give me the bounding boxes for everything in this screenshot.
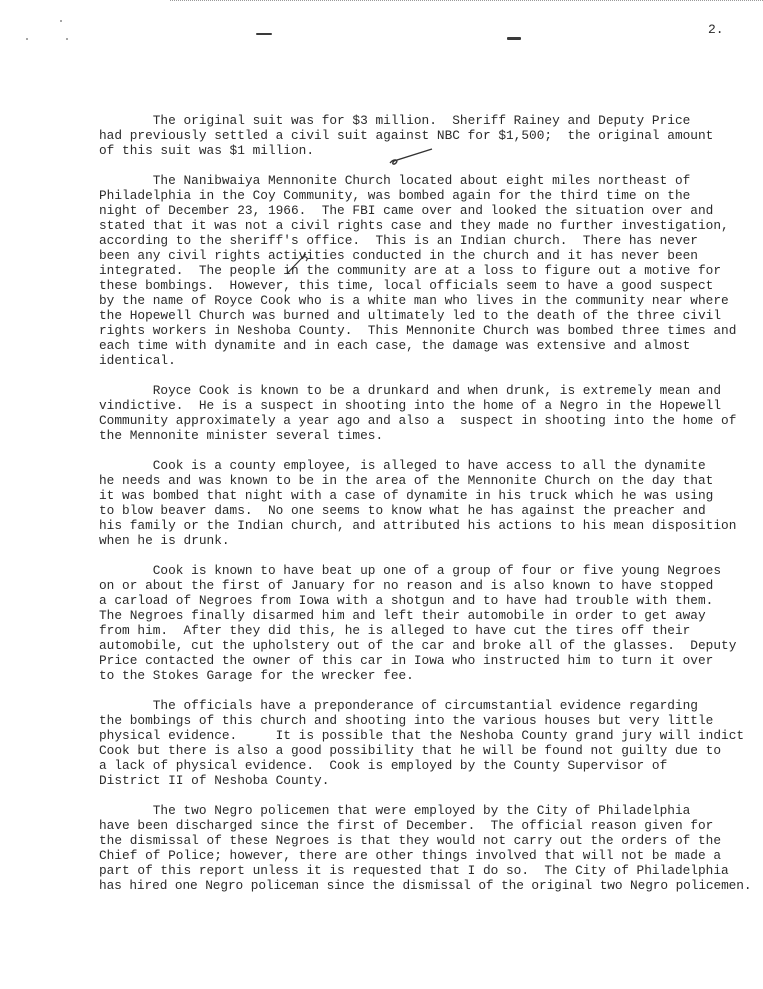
document-body [99, 113, 751, 893]
text-line: each time with dynamite and in each case, the damage was extensive and almost [99, 338, 691, 353]
text-line: Community approximately a year ago and also a suspect in shooting into the home of [99, 413, 737, 428]
text-line: The original suit was for $3 million. Sheriff Rainey and Deputy Price [99, 113, 691, 128]
text-line: Cook is known to have beat up one of a group of four or five young Negroes [99, 563, 722, 578]
text-line: physical evidence. It is possible that the Neshoba County grand jury will indict [99, 728, 745, 743]
text-line: rights workers in Neshoba County. This Mennonite Church was bombed three times and [99, 323, 737, 338]
text-line: vindictive. He is a suspect in shooting into the home of a Negro in the Hopewell [99, 398, 722, 413]
text-line: it was bombed that night with a case of dynamite in his truck which he was using [99, 488, 714, 503]
paragraph [99, 383, 751, 443]
text-line: Cook is a county employee, is alleged to have access to all the dynamite [99, 458, 706, 473]
text-line: by the name of Royce Cook who is a white man who lives in the community near where [99, 293, 729, 308]
paragraph [99, 698, 751, 788]
text-line: stated that it was not a civil rights case and they made no further investigation, [99, 218, 729, 233]
text-line: of this suit was $1 million. [99, 143, 315, 158]
scan-mark [256, 33, 272, 35]
text-line: The Nanibwaiya Mennonite Church located about eight miles northeast of [99, 173, 691, 188]
text-line: on or about the first of January for no reason and is also known to have stopped [99, 578, 714, 593]
scan-speck [26, 38, 28, 40]
paragraph [99, 458, 751, 548]
text-line: night of December 23, 1966. The FBI came over and looked the situation over and [99, 203, 714, 218]
text-line: has hired one Negro policeman since the dismissal of the original two Negro policemen. [99, 878, 752, 893]
text-line: the dismissal of these Negroes is that they would not carry out the orders of the [99, 833, 722, 848]
text-line: his family or the Indian church, and attributed his actions to his mean disposition [99, 518, 737, 533]
text-line: when he is drunk. [99, 533, 230, 548]
text-line: Chief of Police; however, there are other things involved that will not be made a [99, 848, 722, 863]
text-line: have been discharged since the first of December. The official reason given for [99, 818, 714, 833]
paragraph [99, 803, 751, 893]
text-line: the Mennonite minister several times. [99, 428, 384, 443]
text-line: The officials have a preponderance of circumstantial evidence regarding [99, 698, 698, 713]
page-top-border [170, 0, 763, 1]
paragraph [99, 173, 751, 368]
paragraph [99, 113, 751, 158]
text-line: a lack of physical evidence. Cook is employed by the County Supervisor of [99, 758, 668, 773]
text-line: a carload of Negroes from Iowa with a shotgun and to have had trouble with them. [99, 593, 714, 608]
text-line: the Hopewell Church was burned and ultimately led to the death of the three civil [99, 308, 722, 323]
text-line: automobile, cut the upholstery out of the car and broke all of the glasses. Deputy [99, 638, 737, 653]
text-line: Price contacted the owner of this car in Iowa who instructed him to turn it over [99, 653, 714, 668]
text-line: these bombings. However, this time, local officials seem to have a good suspect [99, 278, 714, 293]
scan-speck [66, 38, 68, 40]
text-line: The Negroes finally disarmed him and left their automobile in order to get away [99, 608, 706, 623]
text-line: part of this report unless it is requested that I do so. The City of Philadelphia [99, 863, 729, 878]
text-line: The two Negro policemen that were employed by the City of Philadelphia [99, 803, 691, 818]
scan-mark [507, 37, 521, 40]
text-line: from him. After they did this, he is alleged to have cut the tires off their [99, 623, 691, 638]
text-line: to blow beaver dams. No one seems to know what he has against the preacher and [99, 503, 706, 518]
text-line: had previously settled a civil suit against NBC for $1,500; the original amount [99, 128, 714, 143]
text-line: District II of Neshoba County. [99, 773, 330, 788]
text-line: Philadelphia in the Coy Community, was bombed again for the third time on the [99, 188, 691, 203]
text-line: integrated. The people in the community are at a loss to figure out a motive for [99, 263, 722, 278]
text-line: Cook but there is also a good possibility that he will be found not guilty due to [99, 743, 722, 758]
paragraph [99, 563, 751, 683]
scan-speck [60, 20, 62, 22]
text-line: according to the sheriff's office. This is an Indian church. There has never [99, 233, 698, 248]
text-line: been any civil rights activities conducted in the church and it has never been [99, 248, 698, 263]
text-line: identical. [99, 353, 176, 368]
text-line: he needs and was known to be in the area of the Mennonite Church on the day that [99, 473, 714, 488]
text-line: the bombings of this church and shooting into the various houses but very little [99, 713, 714, 728]
text-line: Royce Cook is known to be a drunkard and when drunk, is extremely mean and [99, 383, 722, 398]
text-line: to the Stokes Garage for the wrecker fee. [99, 668, 414, 683]
page-number: 2. [708, 22, 724, 37]
